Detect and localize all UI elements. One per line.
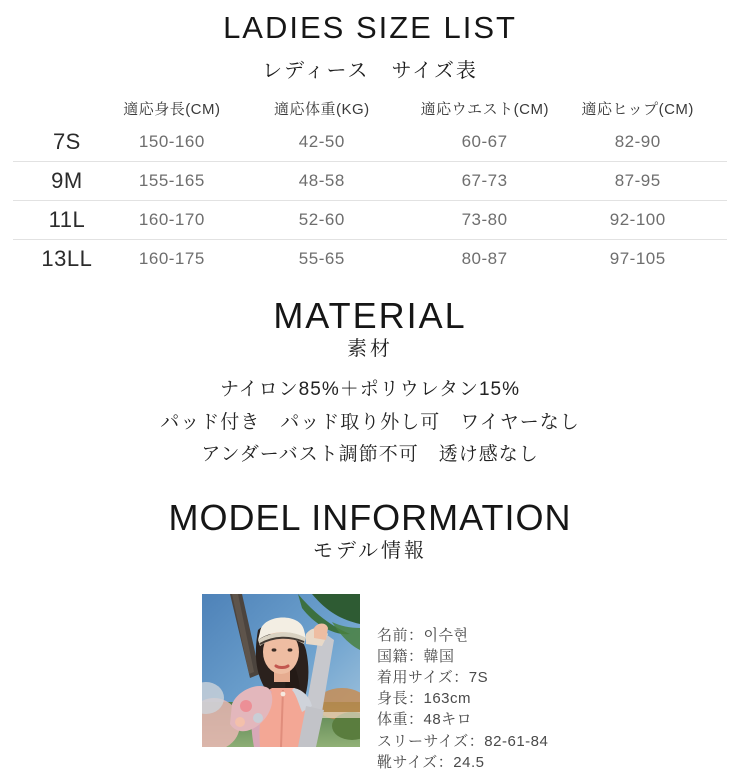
table-row-11l bbox=[13, 201, 727, 240]
size-list-subtitle: レディース サイズ表 bbox=[262, 60, 478, 82]
model-three-sizes: スリーサイズ：82-61-84 bbox=[377, 732, 549, 750]
size-guide-page bbox=[0, 10, 740, 771]
weight-value: 55-65 bbox=[298, 249, 345, 268]
model-name: 名前：이수현 bbox=[377, 626, 469, 644]
material-line-bust: アンダーバスト調節不可 透け感なし bbox=[201, 444, 539, 465]
model-wearing-size: 着用サイズ：7S bbox=[377, 668, 489, 686]
material-line-composition: ナイロン85%＋ポリウレタン15% bbox=[220, 379, 520, 400]
material-description bbox=[0, 374, 740, 472]
material-title: MATERIAL bbox=[273, 295, 467, 336]
height-value: 150-160 bbox=[138, 132, 205, 151]
model-info-title: MODEL INFORMATION bbox=[168, 496, 572, 538]
size-table bbox=[13, 99, 727, 278]
model-shoe-size: 靴サイズ：24.5 bbox=[377, 753, 485, 771]
material-subtitle: 素材 bbox=[347, 338, 393, 360]
size-list-section bbox=[0, 10, 740, 278]
material-line-pad: パッド付き パッド取り外し可 ワイヤーなし bbox=[160, 411, 580, 433]
model-info-section bbox=[0, 498, 740, 773]
material-section bbox=[0, 296, 740, 472]
waist-value: 73-80 bbox=[461, 210, 508, 229]
size-label: 7S bbox=[52, 129, 81, 154]
size-label: 9M bbox=[51, 168, 83, 193]
size-label: 11L bbox=[48, 207, 86, 232]
column-header-weight: 適応体重(KG) bbox=[273, 100, 370, 118]
size-label: 13LL bbox=[41, 246, 93, 271]
hip-value: 97-105 bbox=[609, 249, 666, 268]
weight-value: 42-50 bbox=[298, 132, 345, 151]
height-value: 160-170 bbox=[138, 210, 205, 229]
table-row-9m bbox=[13, 162, 727, 201]
model-photo bbox=[202, 594, 360, 747]
size-table-header-row bbox=[13, 99, 727, 117]
size-list-title: LADIES SIZE LIST bbox=[223, 10, 517, 45]
height-value: 155-165 bbox=[138, 171, 205, 190]
model-details bbox=[377, 625, 548, 773]
model-height: 身長：163cm bbox=[377, 690, 472, 708]
weight-value: 52-60 bbox=[298, 210, 345, 229]
weight-value: 48-58 bbox=[298, 171, 345, 190]
model-weight: 体重：48キロ bbox=[377, 711, 473, 729]
hip-value: 92-100 bbox=[609, 210, 666, 229]
model-info-subtitle: モデル情報 bbox=[313, 539, 427, 562]
waist-value: 80-87 bbox=[461, 249, 508, 268]
column-header-height: 適応身長(CM) bbox=[123, 100, 221, 118]
table-row-13ll bbox=[13, 240, 727, 278]
model-photo-illustration bbox=[202, 594, 360, 747]
height-value: 160-175 bbox=[138, 249, 205, 268]
model-nationality: 国籍：韓国 bbox=[377, 647, 455, 665]
waist-value: 60-67 bbox=[461, 132, 508, 151]
table-row-7s bbox=[13, 123, 727, 162]
column-header-hip: 適応ヒップ(CM) bbox=[581, 100, 694, 118]
column-header-waist: 適応ウエスト(CM) bbox=[420, 100, 549, 118]
hip-value: 82-90 bbox=[614, 132, 661, 151]
model-info-content bbox=[0, 594, 740, 773]
hip-value: 87-95 bbox=[614, 171, 661, 190]
waist-value: 67-73 bbox=[461, 171, 508, 190]
